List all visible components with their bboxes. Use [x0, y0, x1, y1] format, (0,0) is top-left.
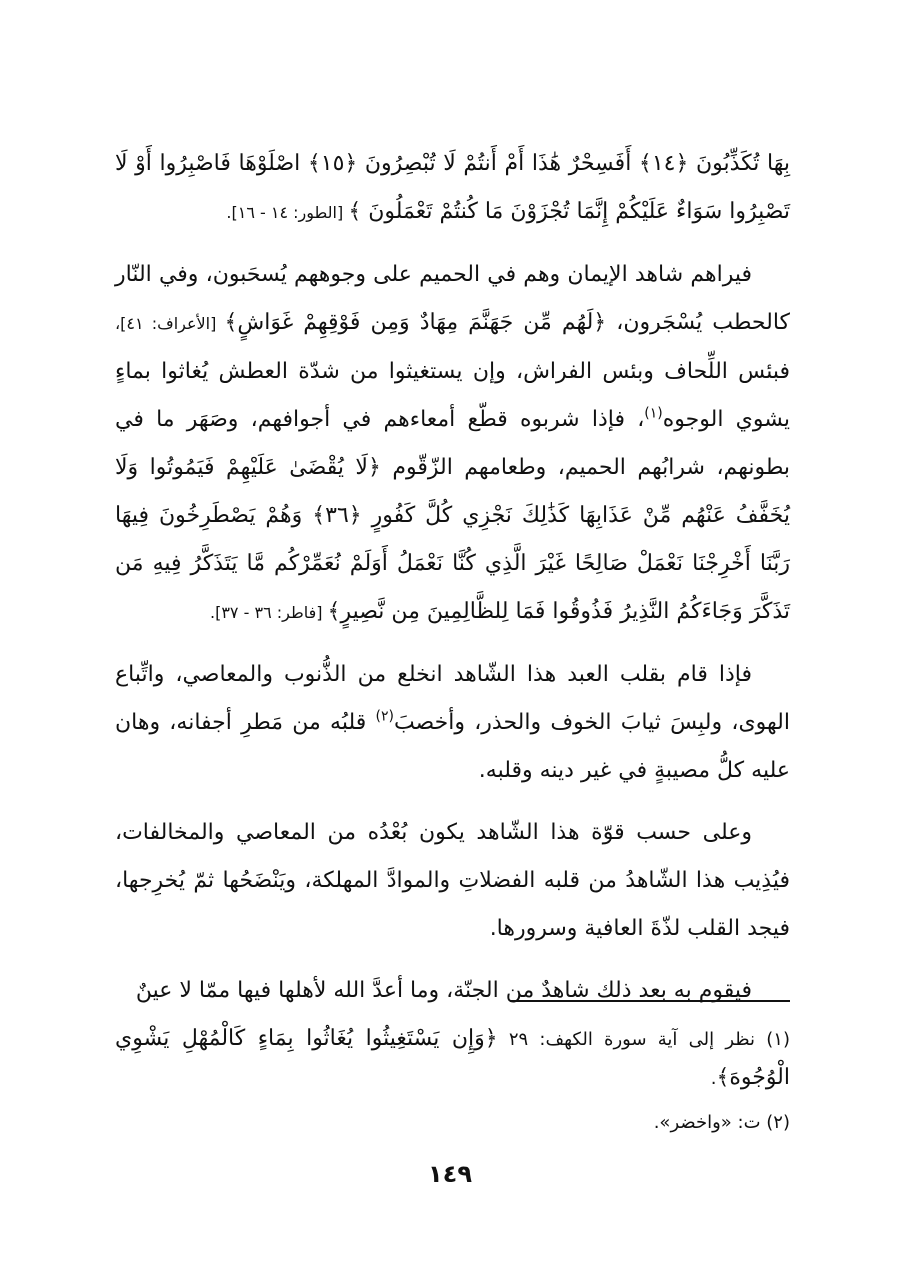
text-segment: فيقوم به بعد ذلك شاهدٌ من الجنّة، وما أعدَّ الله لأهلها فيها ممّا لا عينٌ: [135, 978, 752, 1003]
footnote-text: (٢) ت: «واخضر».: [653, 1112, 790, 1133]
quran-verse: ﴿وَإِن يَسْتَغِيثُوا يُغَاثُوا بِمَاءٍ كَالْمُهْلِ يَشْوِي الْوُجُوهَ﴾: [115, 1026, 790, 1090]
page-number: ١٤٩: [428, 1160, 472, 1188]
verse-reference: [فاطر: ٣٦ - ٣٧].: [210, 603, 328, 622]
verse-reference: [الأعراف: ٤١]،: [115, 314, 225, 333]
verse-reference: [الطور: ١٤ - ١٦].: [226, 203, 349, 222]
footnote-1: [115, 1020, 790, 1098]
footnote-divider: [510, 1000, 790, 1002]
paragraph-1: [115, 140, 790, 237]
paragraph-2: [115, 251, 790, 637]
main-text: [115, 140, 790, 1029]
text-segment: فيراهم شاهد الإيمان وهم في الحميم على وجوههم يُسحَبون، وفي النّار كالحطب يُسْجَرون،: [115, 262, 790, 335]
footnote-marker: (٢): [375, 708, 394, 725]
footnotes: [115, 1020, 790, 1148]
text-segment: وعلى حسب قوّة هذا الشّاهد يكون بُعْدُه من المعاصي والمخالفات، فيُذِيب هذا الشّاهدُ من قلبه الفضلاتِ والموادَّ المهلكة، ويَنْضَحُها ثمّ يُخرِجها، فيجد القلب لذّةَ العافية وسرورها.: [115, 820, 790, 941]
text-segment: فبئس اللِّحاف وبئس الفراش، وإن يستغيثوا من شدّة العطش يُغاثوا بماءٍ يشوي الوجوه: [115, 359, 790, 432]
quran-verse: بِهَا تُكَذِّبُونَ ﴿١٤﴾ أَفَسِحْرٌ هَٰذَا أَمْ أَنتُمْ لَا تُبْصِرُونَ ﴿١٥﴾ اصْلَوْهَا فَاصْبِرُوا أَوْ لَا تَصْبِرُوا سَوَاءٌ عَلَيْكُمْ إِنَّمَا تُجْزَوْنَ مَا كُنتُمْ تَعْمَلُونَ ﴾: [115, 151, 790, 224]
paragraph-4: [115, 809, 790, 953]
footnote-2: [115, 1104, 790, 1142]
paragraph-3: [115, 651, 790, 795]
footnote-marker: (١): [644, 405, 663, 422]
paragraph-5: [115, 967, 790, 1015]
quran-verse: ﴿لَا يُقْضَىٰ عَلَيْهِمْ فَيَمُوتُوا وَلَا يُخَفَّفُ عَنْهُم مِّنْ عَذَابِهَا كَذَٰلِكَ نَجْزِي كُلَّ كَفُورٍ ﴿٣٦﴾ وَهُمْ يَصْطَرِخُونَ فِيهَا رَبَّنَا أَخْرِجْنَا نَعْمَلْ صَالِحًا غَيْرَ الَّذِي كُنَّا نَعْمَلُ أَوَلَمْ نُعَمِّرْكُم مَّا يَتَذَكَّرُ فِيهِ مَن تَذَكَّرَ وَجَاءَكُمُ النَّذِيرُ فَذُوقُوا فَمَا لِلظَّالِمِينَ مِن نَّصِيرٍ﴾: [115, 455, 790, 624]
text-segment: قلبُه من مَطرِ أجفانه، وهان عليه كلُّ مصيبةٍ في غير دينه وقلبه.: [115, 710, 790, 783]
footnote-text: (١) نظر إلى آية سورة الكهف: ٢٩: [497, 1029, 790, 1050]
text-segment: فإذا قام بقلب العبد هذا الشّاهد انخلع من الذُّنوب والمعاصي، واتِّباع الهوى، ولبِسَ ثيابَ الخوف والحذر، وأخصبَ: [115, 662, 790, 735]
quran-verse: ﴿لَهُم مِّن جَهَنَّمَ مِهَادٌ وَمِن فَوْقِهِمْ غَوَاشٍ﴾: [224, 310, 607, 335]
text-segment: ، فإذا شربوه قطّع أمعاءهم في أجوافهم، وصَهَر ما في بطونهم، شرابُهم الحميم، وطعامهم الزّقّوم: [115, 407, 791, 480]
footnote-text: .: [710, 1068, 717, 1089]
